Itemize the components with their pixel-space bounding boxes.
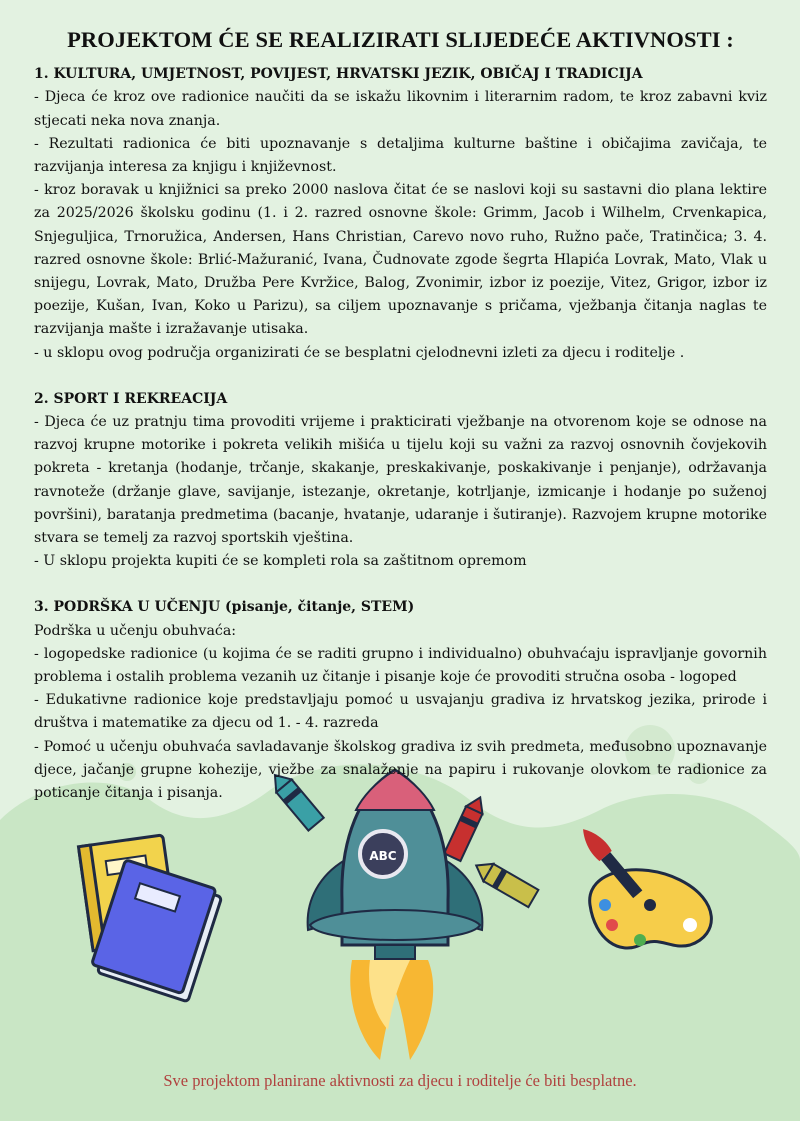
spacer (34, 573, 767, 596)
palette-icon (576, 823, 711, 948)
paragraph: - U sklopu projekta kupiti će se kompleti rola sa zaštitnom opremom (34, 553, 527, 570)
paragraph: - Edukativne radionice koje predstavljaju pomoć u usvajanju gradiva iz hrvatskog jezika, prirode i društva i matematike za djecu od 1. - 4. razreda (34, 692, 767, 732)
document-body (34, 22, 767, 805)
illustrations (0, 760, 800, 1121)
paragraph: - Pomoć u učenju obuhvaća savladavanje školskog gradiva iz svih predmeta, međusobno upoznavanje djece, jačanje grupne kohezije, vježbe za snalaženje na papiru i rukovanje olovkom te radionice za poticanje čitanja i pisanja. (34, 738, 767, 802)
paragraph: - Djeca će uz pratnju tima provoditi vrijeme i prakticirati vježbanje na otvorenom koje se odnose na razvoj krupne motorike i pokreta velikih mišića u tijelu koji su važni za razvoj osnovnih čovjekovih pokreta - kretanja (hodanje, trčanje, skakanje, preskakivanje, poskakivanje i penjanje), održavanja ravnoteže (držanje glave, savijanje, istezanje, okretanje, kotrljanje, izmicanje i hodanje po suženoj površini), baratanja predmetima (bacanje, hvatanje, udaranje i šutiranje). Razvojem krupne motorike stvara se temelj za razvoj sportskih vještina. (34, 414, 767, 547)
section-heading-sport: 2. SPORT I REKREACIJA (34, 390, 228, 407)
section-heading-learning-support: 3. PODRŠKA U UČENJU (pisanje, čitanje, STEM) (34, 599, 415, 616)
paragraph: - Rezultati radionica će biti upoznavanje s detaljima kulturne baštine i običajima zavičaja, te razvijanja interesa za knjigu i književnost. (34, 135, 767, 176)
footer-note: Sve projektom planirane aktivnosti za djecu i roditelje će biti besplatne. (163, 1071, 637, 1090)
paragraph: - u sklopu ovog područja organizirati će se besplatni cjelodnevni izleti za djecu i roditelje . (34, 344, 685, 361)
paragraph: - Djeca će kroz ove radionice naučiti da se iskažu likovnim i literarnim radom, te kroz zabavni kviz stjecati neka nova znanja. (34, 89, 767, 129)
paragraph: Podrška u učenju obuhvaća: (34, 622, 237, 639)
paragraph: - logopedske radionice (u kojima će se raditi grupno i individualno) obuhvaćaju ispravljanje govornih problema i ostalih problema vezanih uz čitanje i pisanje koje će provoditi stručna osoba - logoped (34, 645, 767, 686)
crayon-icon (471, 857, 538, 907)
spacer (34, 365, 767, 388)
rocket-badge-text: ABC (369, 849, 397, 863)
section-heading-culture: 1. KULTURA, UMJETNOST, POVIJEST, HRVATSKI JEZIK, OBIČAJ I TRADICIJA (34, 66, 643, 83)
paragraph: - kroz boravak u knjižnici sa preko 2000 naslova čitat će se naslovi koji su sastavni dio plana lektire za 2025/2026 školsku godinu (1. i 2. razred osnovne škole: Grimm, Jacob i Wilhelm, Crvenkapica, Snjeguljica, Trnoružica, Andersen, Hans Christian, Carevo novo ruho, Ružno pače, Tratinčica; 3. 4. razred osnovne škole: Brlić-Mažuranić, Ivana, Čudnovate zgode šegrta Hlapića Lovrak, Mato, Vlak u snijegu, Lovrak, Mato, Družba Pere Kvržice, Balog, Zvonimir, izbor iz poezije, Vitez, Grigor, izbor iz poezije, Kušan, Ivan, Koko u Parizu), sa ciljem upoznavanje s pričama, vježbanja čitanja naglas te razvijanja mašte i izražavanje utisaka. (34, 182, 767, 338)
page-title: PROJEKTOM ĆE SE REALIZIRATI SLIJEDEĆE AKTIVNOSTI : (67, 27, 734, 52)
books-icon (78, 835, 223, 1002)
rocket-icon (308, 770, 483, 1060)
